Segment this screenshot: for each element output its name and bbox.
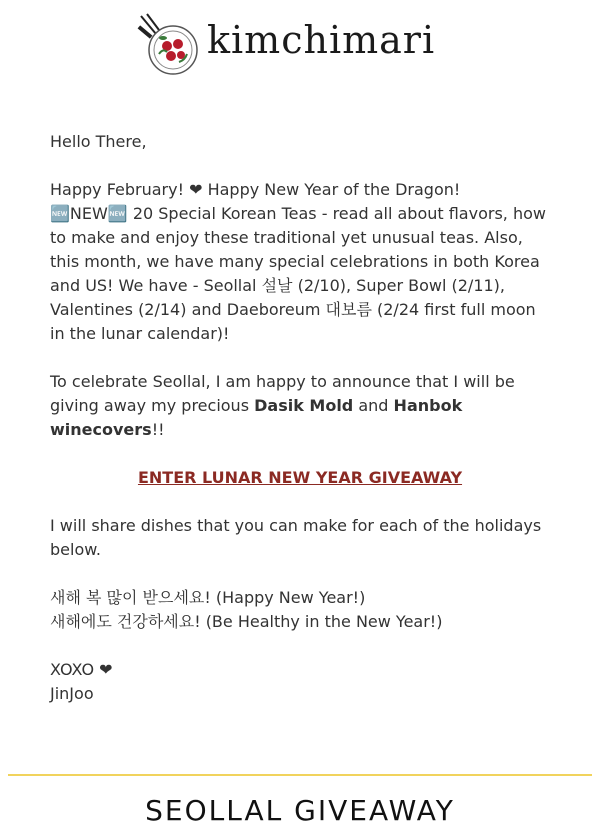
brand-name: kimchimari	[207, 18, 436, 62]
email-body	[0, 90, 600, 706]
brand-logo[interactable]	[135, 12, 465, 78]
wishes-paragraph	[50, 586, 550, 634]
intro-line1: Happy February! ❤ Happy New Year of the Dragon!	[50, 180, 461, 199]
intro-paragraph	[50, 178, 550, 346]
email-header	[0, 0, 600, 90]
announce-and: and	[353, 396, 394, 415]
wish-line1: 새해 복 많이 받으세요! (Happy New Year!)	[50, 588, 366, 607]
greeting: Hello There,	[50, 132, 147, 151]
announce-paragraph	[50, 370, 550, 442]
giveaway-cta	[50, 466, 550, 490]
announce-post: !!	[151, 420, 165, 439]
signoff-name: JinJoo	[50, 684, 94, 703]
announce-item-hanbok: Hanbok winecovers	[50, 396, 463, 439]
intro-rest: 🆕NEW🆕 20 Special Korean Teas - read all about flavors, how to make and enjoy these traditional yet unusual teas. Also, this month, we have many special celebrations in both Korea and US! We have - Seollal 설날 (2/10), Super Bowl (2/11), Valentines (2/14) and Daeboreum 대보름 (2/24 first full moon in the lunar calendar)!	[50, 204, 546, 343]
signoff-xoxo: XOXO ❤	[50, 660, 113, 679]
enter-giveaway-link[interactable]: ENTER LUNAR NEW YEAR GIVEAWAY	[137, 468, 463, 487]
dishes-paragraph: I will share dishes that you can make for each of the holidays below.	[50, 516, 542, 559]
signoff	[50, 658, 550, 706]
section-title: SEOLLAL GIVEAWAY	[145, 794, 455, 827]
wish-line2: 새해에도 건강하세요! (Be Healthy in the New Year!)	[50, 612, 443, 631]
kimchi-bowl-logo-icon	[135, 12, 201, 78]
announce-item-dasik: Dasik Mold	[254, 396, 354, 415]
section-divider	[8, 774, 592, 776]
announce-pre: To celebrate Seollal, I am happy to announce that I will be giving away my precious	[50, 372, 515, 415]
